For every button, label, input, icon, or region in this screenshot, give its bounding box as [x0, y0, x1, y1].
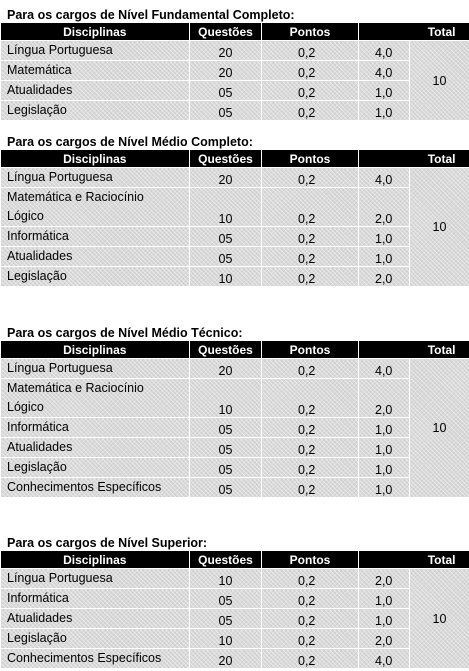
questoes-cell: 20 [190, 168, 262, 188]
pontos-cell: 0,2 [262, 609, 359, 629]
header-row [1, 341, 469, 359]
header-disciplinas: Disciplinas [1, 551, 190, 569]
subtotal-cell: 1,0 [359, 418, 410, 438]
pontos-cell: 0,2 [262, 168, 359, 188]
disciplina-cell [1, 589, 190, 609]
disciplina-cell [1, 569, 190, 589]
table-row [1, 478, 469, 498]
table-row [1, 41, 469, 61]
disciplina-name: Atualidades [7, 611, 73, 625]
pontos-cell: 0,2 [262, 227, 359, 247]
header-pontos: Pontos [262, 23, 359, 41]
header-pontos: Pontos [262, 341, 359, 359]
subtotal-cell: 1,0 [359, 81, 410, 101]
header-pontos: Pontos [262, 551, 359, 569]
questoes-cell: 10 [190, 188, 262, 227]
table-row [1, 101, 469, 121]
header-total: Total [359, 150, 469, 168]
pontos-cell: 0,2 [262, 61, 359, 81]
header-row [1, 150, 469, 168]
subtotal-cell: 1,0 [359, 227, 410, 247]
pontos-cell: 0,2 [262, 589, 359, 609]
table-row [1, 267, 469, 287]
pontos-cell: 0,2 [262, 458, 359, 478]
questoes-cell: 05 [190, 458, 262, 478]
header-questoes: Questões [190, 150, 262, 168]
subtotal-cell: 1,0 [359, 438, 410, 458]
disciplina-name: Legislação [7, 631, 67, 645]
total-cell: 10 [410, 569, 469, 669]
header-disciplinas: Disciplinas [1, 150, 190, 168]
table-row [1, 629, 469, 649]
disciplina-cell [1, 227, 190, 247]
subtotal-cell: 4,0 [359, 359, 410, 379]
questoes-cell: 20 [190, 359, 262, 379]
disciplina-cell [1, 101, 190, 121]
table-row [1, 247, 469, 267]
table-row [1, 569, 469, 589]
disciplina-name: Língua Portuguesa [7, 43, 113, 57]
section-title: Para os cargos de Nível Superior: [7, 536, 208, 550]
subtotal-cell: 2,0 [359, 267, 410, 287]
table-row [1, 168, 469, 188]
disciplina-cell [1, 61, 190, 81]
subtotal-cell: 4,0 [359, 649, 410, 669]
header-row [1, 551, 469, 569]
header-disciplinas: Disciplinas [1, 341, 190, 359]
disciplina-cell [1, 478, 190, 498]
disciplina-name: Informática [7, 229, 69, 243]
section-title: Para os cargos de Nível Fundamental Completo: [7, 8, 295, 22]
header-total: Total [359, 551, 469, 569]
disciplina-cell [1, 188, 190, 227]
subtotal-cell: 1,0 [359, 458, 410, 478]
exam-table [0, 150, 469, 287]
pontos-cell: 0,2 [262, 478, 359, 498]
disciplina-name: Conhecimentos Específicos [7, 480, 162, 494]
table-row [1, 438, 469, 458]
table-row [1, 458, 469, 478]
questoes-cell: 05 [190, 227, 262, 247]
subtotal-cell: 1,0 [359, 247, 410, 267]
table-row [1, 188, 469, 227]
pontos-cell: 0,2 [262, 81, 359, 101]
table-row [1, 227, 469, 247]
table-row [1, 379, 469, 418]
pontos-cell: 0,2 [262, 418, 359, 438]
subtotal-cell: 4,0 [359, 61, 410, 81]
questoes-cell: 05 [190, 101, 262, 121]
pontos-cell: 0,2 [262, 569, 359, 589]
subtotal-cell: 1,0 [359, 101, 410, 121]
questoes-cell: 05 [190, 438, 262, 458]
disciplina-name: Língua Portuguesa [7, 170, 113, 184]
questoes-cell: 05 [190, 609, 262, 629]
subtotal-cell: 2,0 [359, 629, 410, 649]
disciplina-cell [1, 418, 190, 438]
disciplina-name: Matemática [7, 63, 72, 77]
total-cell: 10 [410, 41, 469, 121]
disciplina-name-cont: Lógico [7, 209, 44, 223]
disciplina-name: Língua Portuguesa [7, 571, 113, 585]
pontos-cell: 0,2 [262, 379, 359, 418]
disciplina-cell [1, 41, 190, 61]
disciplina-name: Matemática e Raciocínio [7, 190, 144, 204]
disciplina-cell [1, 629, 190, 649]
disciplina-cell [1, 247, 190, 267]
table-row [1, 649, 469, 669]
disciplina-name: Legislação [7, 460, 67, 474]
header-row [1, 23, 469, 41]
section-title: Para os cargos de Nível Médio Completo: [7, 135, 253, 149]
header-questoes: Questões [190, 341, 262, 359]
pontos-cell: 0,2 [262, 629, 359, 649]
questoes-cell: 05 [190, 247, 262, 267]
questoes-cell: 05 [190, 478, 262, 498]
header-questoes: Questões [190, 551, 262, 569]
header-total: Total [359, 341, 469, 359]
disciplina-cell [1, 649, 190, 669]
header-disciplinas: Disciplinas [1, 23, 190, 41]
disciplina-name: Conhecimentos Específicos [7, 651, 162, 665]
disciplina-cell [1, 267, 190, 287]
pontos-cell: 0,2 [262, 649, 359, 669]
exam-section [0, 7, 469, 121]
disciplina-name: Informática [7, 420, 69, 434]
questoes-cell: 10 [190, 379, 262, 418]
disciplina-cell [1, 81, 190, 101]
disciplina-cell [1, 438, 190, 458]
disciplina-name: Atualidades [7, 83, 73, 97]
disciplina-cell [1, 458, 190, 478]
subtotal-cell: 1,0 [359, 589, 410, 609]
table-row [1, 61, 469, 81]
table-row [1, 418, 469, 438]
subtotal-cell: 4,0 [359, 41, 410, 61]
pontos-cell: 0,2 [262, 41, 359, 61]
disciplina-cell [1, 168, 190, 188]
table-row [1, 81, 469, 101]
questoes-cell: 20 [190, 649, 262, 669]
disciplina-name-cont: Lógico [7, 400, 44, 414]
pontos-cell: 0,2 [262, 359, 359, 379]
subtotal-cell: 4,0 [359, 168, 410, 188]
disciplina-name: Atualidades [7, 249, 73, 263]
pontos-cell: 0,2 [262, 101, 359, 121]
questoes-cell: 05 [190, 418, 262, 438]
subtotal-cell: 2,0 [359, 188, 410, 227]
questoes-cell: 20 [190, 61, 262, 81]
disciplina-name: Matemática e Raciocínio [7, 381, 144, 395]
section-title: Para os cargos de Nível Médio Técnico: [7, 326, 243, 340]
disciplina-name: Legislação [7, 103, 67, 117]
pontos-cell: 0,2 [262, 438, 359, 458]
subtotal-cell: 1,0 [359, 609, 410, 629]
exam-table [0, 551, 469, 669]
exam-table [0, 341, 469, 498]
subtotal-cell: 2,0 [359, 569, 410, 589]
table-row [1, 589, 469, 609]
header-questoes: Questões [190, 23, 262, 41]
pontos-cell: 0,2 [262, 247, 359, 267]
table-row [1, 609, 469, 629]
subtotal-cell: 1,0 [359, 478, 410, 498]
exam-table [0, 23, 469, 121]
total-cell: 10 [410, 359, 469, 498]
pontos-cell: 0,2 [262, 188, 359, 227]
disciplina-cell [1, 359, 190, 379]
exam-section [0, 325, 469, 498]
disciplina-name: Atualidades [7, 440, 73, 454]
questoes-cell: 20 [190, 41, 262, 61]
disciplina-name: Informática [7, 591, 69, 605]
disciplina-cell [1, 609, 190, 629]
questoes-cell: 10 [190, 267, 262, 287]
header-pontos: Pontos [262, 150, 359, 168]
total-cell: 10 [410, 168, 469, 287]
questoes-cell: 10 [190, 629, 262, 649]
header-total: Total [359, 23, 469, 41]
exam-section [0, 134, 469, 287]
disciplina-cell [1, 379, 190, 418]
questoes-cell: 05 [190, 81, 262, 101]
questoes-cell: 05 [190, 589, 262, 609]
exam-section [0, 535, 469, 669]
pontos-cell: 0,2 [262, 267, 359, 287]
table-row [1, 359, 469, 379]
subtotal-cell: 2,0 [359, 379, 410, 418]
questoes-cell: 10 [190, 569, 262, 589]
disciplina-name: Legislação [7, 269, 67, 283]
disciplina-name: Língua Portuguesa [7, 361, 113, 375]
